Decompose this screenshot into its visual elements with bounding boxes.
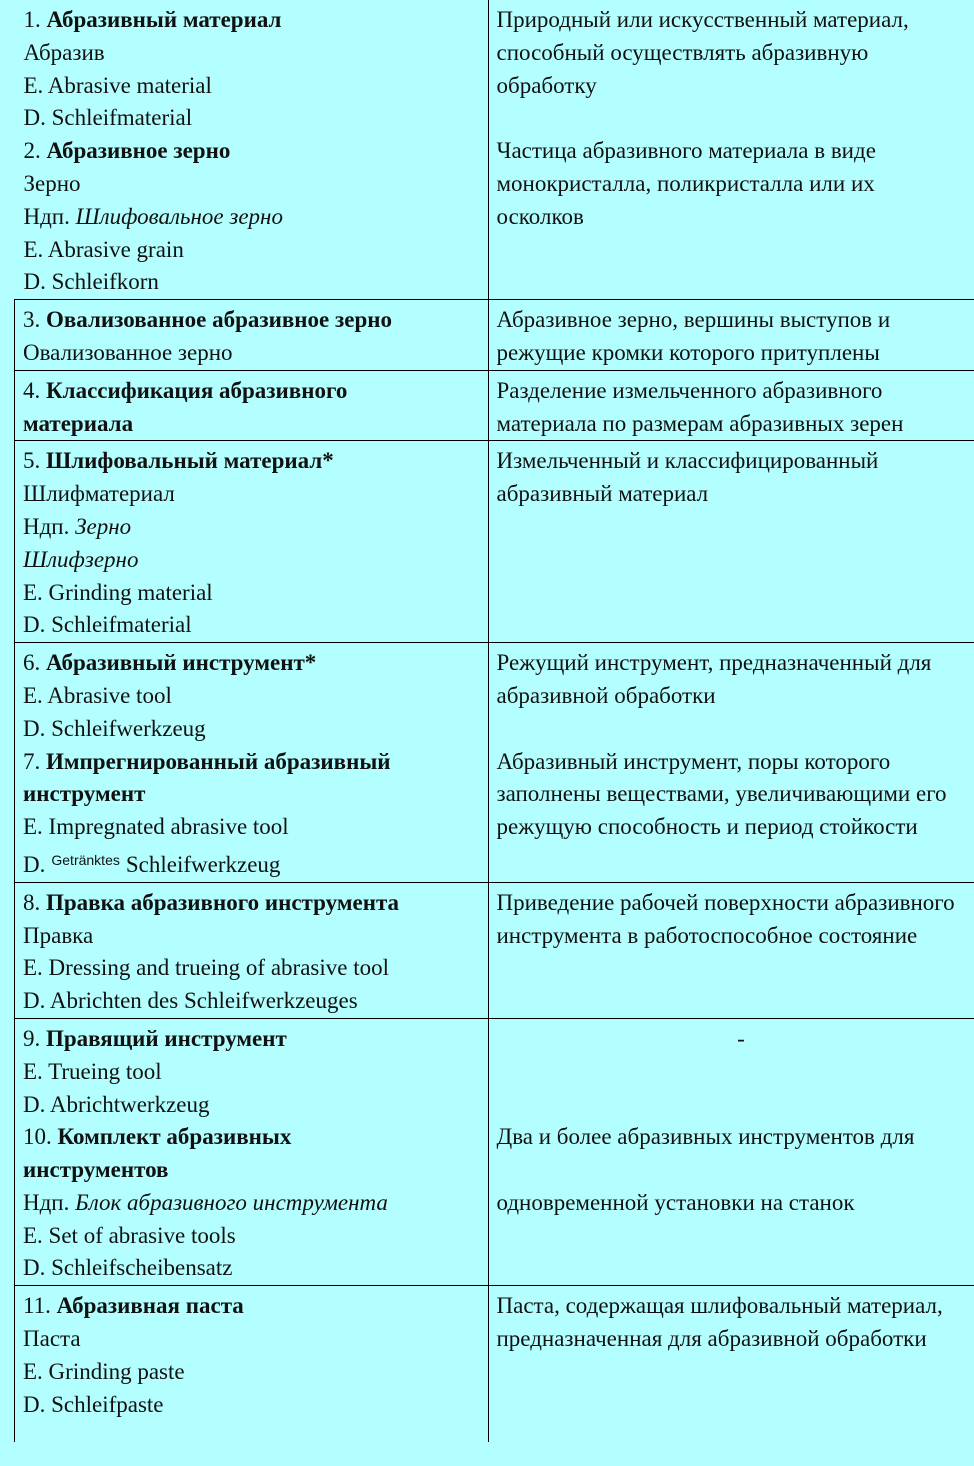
definition-cell	[488, 1286, 974, 1443]
term-heading: 4. Классификация абразивного	[23, 377, 348, 403]
term-heading: 11. Абразивная паста	[23, 1293, 244, 1319]
definition-cell	[488, 882, 974, 1018]
term-synonym: Шлифматериал	[23, 481, 175, 507]
spacer	[497, 1089, 974, 1122]
term-heading: 6. Абразивный инструмент*	[23, 650, 317, 676]
term-german: D. Schleifpaste	[23, 1391, 164, 1417]
definition-cell	[488, 0, 974, 300]
definition-line: монокристалла, поликристалла или их	[496, 170, 875, 196]
term-german: D. Schleifmaterial	[23, 105, 193, 131]
definition-dash: -	[737, 1025, 745, 1051]
definition-line: материала по размерам абразивных зерен	[496, 410, 904, 436]
term-english: E. Trueing tool	[23, 1058, 162, 1084]
term-synonym: Паста	[23, 1326, 81, 1352]
definition-cell	[488, 1018, 974, 1285]
definition-line: способный осуществлять абразивную	[496, 39, 869, 65]
definition-cell	[488, 300, 974, 371]
term-heading: 8. Правка абразивного инструмента	[23, 889, 400, 915]
term-english: E. Abrasive grain	[23, 236, 184, 262]
spacer	[497, 1154, 974, 1187]
term-heading: 3. Овализованное абразивное зерно	[23, 307, 392, 333]
definition-cell	[488, 441, 974, 643]
term-english: E. Grinding paste	[23, 1358, 185, 1384]
term-cell	[15, 1286, 489, 1443]
term-not-allowed: Ндп. Блок абразивного инструмента	[23, 1189, 388, 1215]
term-heading: 10. Комплект абразивных	[23, 1124, 292, 1150]
definition-cell	[488, 643, 974, 883]
term-synonym: Абразив	[23, 39, 105, 65]
term-german: D. $^{Getränktes}$ Schleifwerkzeug	[23, 851, 281, 877]
term-cell	[15, 882, 489, 1018]
definition-cell	[488, 370, 974, 441]
term-english: E. Impregnated abrasive tool	[23, 814, 289, 840]
term-english: E. Abrasive tool	[23, 682, 172, 708]
spacer	[497, 102, 974, 135]
definition-line: осколков	[496, 203, 584, 229]
definition-line: Частица абразивного материала в виде	[496, 138, 876, 164]
table-row	[15, 370, 974, 441]
spacer	[497, 713, 974, 746]
term-english: E. Abrasive material	[23, 72, 212, 98]
definition-line: предназначенная для абразивной обработки	[496, 1326, 927, 1352]
term-english: E. Grinding material	[23, 579, 213, 605]
term-heading-continued: материала	[23, 410, 134, 436]
term-heading: 5. Шлифовальный материал*	[23, 448, 334, 474]
definition-line: Паста, содержащая шлифовальный материал,	[496, 1293, 943, 1319]
term-heading-continued: инструмент	[23, 781, 146, 807]
term-heading-continued: инструментов	[23, 1157, 169, 1183]
term-cell	[15, 643, 489, 883]
term-synonym: Овализованное зерно	[23, 339, 233, 365]
term-cell	[15, 370, 489, 441]
definition-line: абразивной обработки	[496, 682, 716, 708]
table-row	[15, 300, 974, 371]
term-synonym: Правка	[23, 922, 94, 948]
term-heading: 1. Абразивный материал	[23, 7, 282, 32]
term-not-allowed: Ндп. Шлифовальное зерно	[23, 203, 283, 229]
definition-line: режущую способность и период стойкости	[496, 814, 918, 840]
definition-line: Природный или искусственный материал,	[496, 7, 909, 32]
table-row	[15, 1286, 974, 1443]
terms-table	[14, 0, 974, 1442]
term-heading: 2. Абразивное зерно	[23, 138, 231, 164]
table-row	[15, 882, 974, 1018]
definition-line: Разделение измельченного абразивного	[496, 377, 883, 403]
table-row	[15, 441, 974, 643]
term-heading: 7. Импрегнированный абразивный	[23, 748, 391, 774]
term-not-allowed: Шлифзерно	[23, 546, 139, 572]
term-heading: 9. Правящий инструмент	[23, 1025, 287, 1051]
term-cell	[15, 441, 489, 643]
definition-line: Абразивный инструмент, поры которого	[496, 748, 891, 774]
term-german: D. Schleifscheibensatz	[23, 1255, 233, 1281]
term-english: E. Set of abrasive tools	[23, 1222, 236, 1248]
spacer	[497, 1056, 974, 1089]
definition-line: заполнены веществами, увеличивающими его	[496, 781, 947, 807]
term-cell	[15, 0, 489, 300]
table-row	[15, 1018, 974, 1285]
term-synonym: Зерно	[23, 170, 81, 196]
definition-line: Абразивное зерно, вершины выступов и	[496, 307, 891, 333]
definition-line: абразивный материал	[496, 481, 709, 507]
term-german: D. Abrichtwerkzeug	[23, 1091, 210, 1117]
term-german: D. Schleifkorn	[23, 269, 159, 295]
term-cell	[15, 300, 489, 371]
definition-line: Режущий инструмент, предназначенный для	[496, 650, 932, 676]
table-row	[15, 643, 974, 883]
definition-line: режущие кромки которого притуплены	[496, 339, 880, 365]
definition-line: одновременной установки на станок	[496, 1189, 855, 1215]
definition-line: Два и более абразивных инструментов для	[496, 1124, 915, 1150]
table-row	[15, 0, 974, 300]
term-german: D. Schleifmaterial	[23, 612, 192, 638]
definition-line: обработку	[496, 72, 597, 98]
term-german: D. Schleifwerkzeug	[23, 715, 206, 741]
term-not-allowed: Ндп. Зерно	[23, 513, 132, 539]
term-german: D. Abrichten des Schleifwerkzeuges	[23, 988, 358, 1014]
definition-line: инструмента в работоспособное состояние	[496, 922, 918, 948]
definition-line: Приведение рабочей поверхности абразивного	[496, 889, 955, 915]
term-cell	[15, 1018, 489, 1285]
definition-line: Измельченный и классифицированный	[496, 448, 879, 474]
term-english: E. Dressing and trueing of abrasive tool	[23, 955, 389, 981]
